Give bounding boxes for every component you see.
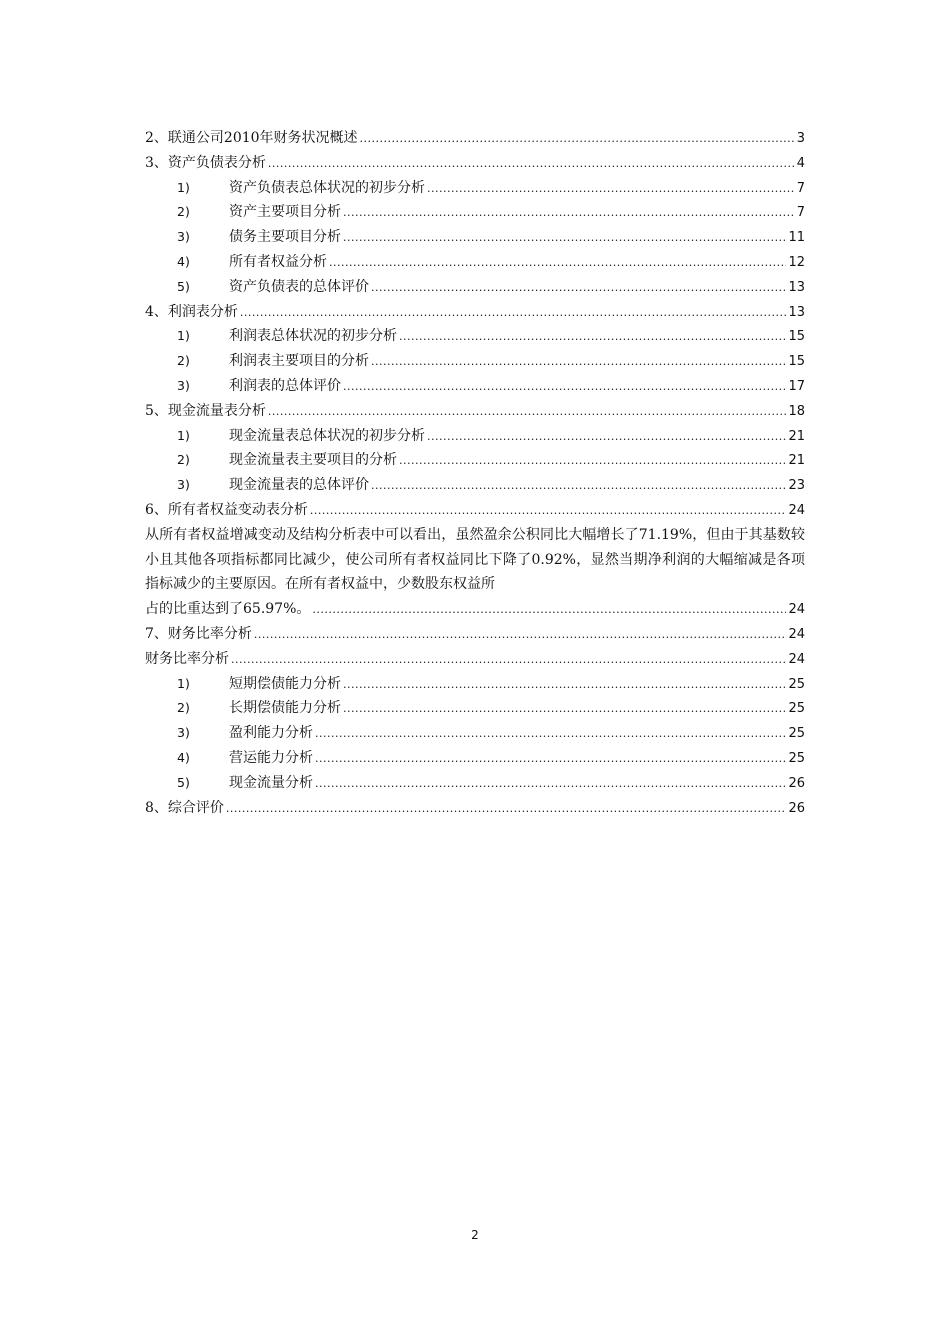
dot-leader <box>343 200 795 226</box>
toc-page-number: 18 <box>788 403 805 419</box>
toc-entry[interactable] <box>145 275 805 300</box>
toc-entry[interactable] <box>145 622 805 647</box>
toc-page-number: 7 <box>796 180 805 196</box>
toc-entry-title: 8、综合评价 <box>145 799 224 816</box>
toc-entry[interactable] <box>145 424 805 449</box>
toc-entry-number: 2) <box>177 452 190 468</box>
toc-entry-title: 资产主要项目分析 <box>229 204 341 221</box>
toc-entry-title: 债务主要项目分析 <box>229 229 341 246</box>
toc-entry[interactable] <box>145 672 805 697</box>
toc-entry-title: 4、利润表分析 <box>145 303 238 320</box>
toc-entry-title: 长期偿债能力分析 <box>229 700 341 717</box>
toc-entry-title: 2、联通公司2010年财务状况概述 <box>145 130 358 146</box>
toc-entry-title: 短期偿债能力分析 <box>229 675 341 692</box>
toc-entry-number: 1) <box>177 328 190 344</box>
toc-entry[interactable] <box>145 696 805 721</box>
dot-leader <box>315 771 786 797</box>
toc-page-number: 7 <box>796 205 805 221</box>
dot-leader <box>343 225 786 251</box>
toc-entry[interactable] <box>145 151 805 176</box>
toc-entry[interactable] <box>145 448 805 473</box>
toc-entry-title: 资产负债表总体状况的初步分析 <box>229 179 425 196</box>
toc-entry-title: 现金流量表的总体评价 <box>229 477 369 494</box>
toc-page-number: 11 <box>788 230 805 246</box>
toc-paragraph-entry[interactable] <box>145 523 805 622</box>
page-number-footer: 2 <box>471 1228 479 1242</box>
toc-entry-number: 4) <box>177 253 190 269</box>
dot-leader <box>399 324 786 350</box>
toc-entry-number: 1) <box>177 427 190 443</box>
dot-leader <box>427 424 786 450</box>
toc-entry-title: 利润表的总体评价 <box>229 377 341 394</box>
toc-page-number: 23 <box>788 478 805 494</box>
toc-paragraph-last-line: 占的比重达到了65.97%。 <box>145 601 311 618</box>
toc-entry-number: 4) <box>177 749 190 765</box>
toc-page-number: 25 <box>788 676 805 692</box>
toc-entry-title: 财务比率分析 <box>145 650 229 667</box>
toc-page-number: 3 <box>796 131 805 146</box>
dot-leader <box>312 597 786 623</box>
toc-entry-number: 2) <box>177 204 190 220</box>
toc-entry[interactable] <box>145 796 805 821</box>
toc-entry[interactable] <box>145 721 805 746</box>
toc-entry[interactable] <box>145 225 805 250</box>
toc-entry-number: 3) <box>177 725 190 741</box>
toc-entry[interactable] <box>145 498 805 523</box>
toc-entry-title: 7、财务比率分析 <box>145 625 252 642</box>
toc-entry[interactable] <box>145 746 805 771</box>
toc-entry-number: 5) <box>177 278 190 294</box>
dot-leader <box>226 796 787 822</box>
toc-page-number: 26 <box>788 800 805 816</box>
toc-entry-title: 现金流量表总体状况的初步分析 <box>229 427 425 444</box>
toc-entry[interactable] <box>145 126 805 151</box>
dot-leader <box>360 126 795 152</box>
toc-page-number: 21 <box>788 428 805 444</box>
toc-page-number: 4 <box>796 155 805 171</box>
toc-section <box>145 622 805 820</box>
toc-page-number: 21 <box>788 453 805 469</box>
toc-entry[interactable] <box>145 374 805 399</box>
toc-entry-title: 营运能力分析 <box>229 749 313 766</box>
toc-entry-title: 现金流量分析 <box>229 774 313 791</box>
toc-entry-title: 现金流量表主要项目的分析 <box>229 452 397 469</box>
toc-page-number: 15 <box>788 354 805 370</box>
toc-entry-title: 3、资产负债表分析 <box>145 154 266 171</box>
toc-entry[interactable] <box>145 647 805 672</box>
toc-page-number: 24 <box>788 602 805 618</box>
toc-page-number: 24 <box>788 651 805 667</box>
toc-entry-number: 1) <box>177 179 190 195</box>
toc-entry[interactable] <box>145 250 805 275</box>
dot-leader <box>315 721 786 747</box>
toc-entry-number: 3) <box>177 477 190 493</box>
dot-leader <box>343 672 786 698</box>
toc-entry-number: 5) <box>177 774 190 790</box>
toc-entry-number: 1) <box>177 675 190 691</box>
toc-page-number: 24 <box>788 626 805 642</box>
dot-leader <box>371 349 786 375</box>
toc-page-number: 13 <box>788 279 805 295</box>
toc-section <box>145 126 805 523</box>
toc-page-number: 25 <box>788 726 805 742</box>
toc-entry-title: 资产负债表的总体评价 <box>229 278 369 295</box>
toc-entry[interactable] <box>145 300 805 325</box>
toc-page-number: 25 <box>788 701 805 717</box>
toc-entry-title: 利润表主要项目的分析 <box>229 353 369 370</box>
dot-leader <box>240 300 787 326</box>
toc-page-number: 17 <box>788 378 805 394</box>
toc-entry-number: 2) <box>177 700 190 716</box>
toc-entry[interactable] <box>145 324 805 349</box>
toc-entry[interactable] <box>145 200 805 225</box>
dot-leader <box>343 374 786 400</box>
dot-leader <box>254 622 787 648</box>
table-of-contents <box>145 126 805 820</box>
toc-entry-number: 3) <box>177 377 190 393</box>
toc-entry-title: 所有者权益分析 <box>229 253 327 270</box>
toc-entry-title: 5、现金流量表分析 <box>145 402 266 419</box>
dot-leader <box>329 250 786 276</box>
dot-leader <box>268 151 795 177</box>
dot-leader <box>315 746 786 772</box>
dot-leader <box>427 176 795 202</box>
toc-entry[interactable] <box>145 349 805 374</box>
toc-page-number: 13 <box>788 304 805 320</box>
toc-entry-title: 6、所有者权益变动表分析 <box>145 501 308 518</box>
toc-page-number: 26 <box>788 775 805 791</box>
toc-entry[interactable] <box>145 176 805 201</box>
toc-entry[interactable] <box>145 399 805 424</box>
toc-entry-title: 利润表总体状况的初步分析 <box>229 328 397 345</box>
toc-entry-title: 盈利能力分析 <box>229 725 313 742</box>
dot-leader <box>268 399 787 425</box>
toc-page-number: 24 <box>788 502 805 518</box>
dot-leader <box>310 498 787 524</box>
toc-entry-number: 2) <box>177 353 190 369</box>
toc-entry[interactable] <box>145 473 805 498</box>
toc-page-number: 15 <box>788 329 805 345</box>
dot-leader <box>399 448 786 474</box>
toc-entry-number: 3) <box>177 229 190 245</box>
toc-page-number: 12 <box>788 254 805 270</box>
toc-page-number: 25 <box>788 750 805 766</box>
toc-entry[interactable] <box>145 771 805 796</box>
toc-paragraph-text: 从所有者权益增减变动及结构分析表中可以看出，虽然盈余公积同比大幅增长了71.19%，但由于其基数较小且其他各项指标都同比减少，使公司所有者权益同比下降了0.92%，显然当期净利润的大幅缩减是各项指标减少的主要原因。在所有者权益中，少数股东权益所 <box>145 526 805 593</box>
dot-leader <box>231 647 786 673</box>
dot-leader <box>371 275 786 301</box>
dot-leader <box>371 473 786 499</box>
dot-leader <box>343 696 786 722</box>
